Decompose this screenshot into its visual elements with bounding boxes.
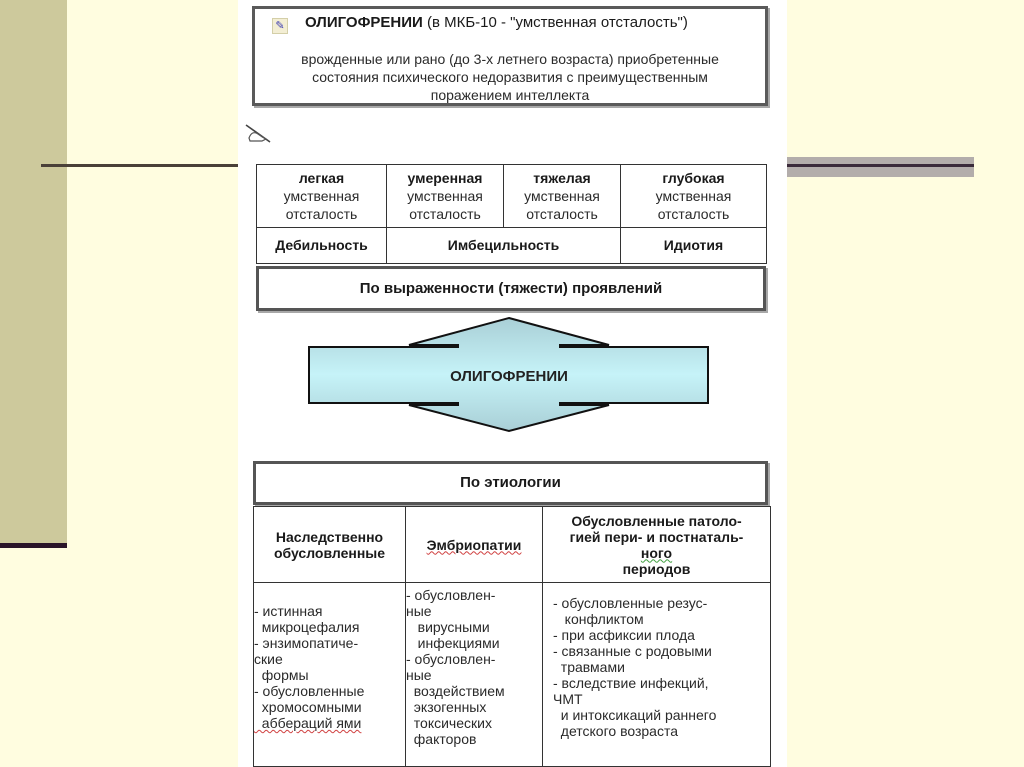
definition-title-bold: ОЛИГОФРЕНИИ <box>305 14 423 31</box>
classic-term-cell: Имбецильность <box>387 227 621 263</box>
list-item: вирусными <box>406 619 490 635</box>
classic-term-cell: Идиотия <box>621 227 767 263</box>
classic-term-cell: Дебильность <box>257 227 387 263</box>
etiology-classification-label: По этиологии <box>253 461 768 505</box>
etiology-list-hereditary <box>254 583 406 767</box>
decorative-side-band <box>0 0 67 545</box>
list-item: ные <box>406 603 432 619</box>
severity-degree-cell: легкая умственная отсталость <box>257 165 387 228</box>
severity-classification-label: По выраженности (тяжести) проявлений <box>256 266 766 311</box>
definition-text <box>255 50 765 104</box>
decorative-rule-left <box>41 164 238 167</box>
list-item: и интоксикаций раннего <box>553 707 717 723</box>
etiology-table <box>253 506 771 767</box>
decorative-rule-right <box>787 164 974 167</box>
pen-icon <box>244 122 272 144</box>
list-item: экзогенных <box>406 699 487 715</box>
list-item: ские <box>254 651 283 667</box>
list-item: воздействием <box>406 683 505 699</box>
double-arrow-shape <box>300 312 720 438</box>
definition-box <box>252 6 768 106</box>
list-item: - обусловленные резус- <box>553 595 708 611</box>
severity-degree-cell: тяжелая умственная отсталость <box>504 165 621 228</box>
etiology-header-perinatal: Обусловленные патоло- гией пери- и постнаталь- ного периодов <box>543 507 771 583</box>
list-item: - истинная <box>254 603 323 619</box>
list-item: ные <box>406 667 432 683</box>
list-item: хромосомными <box>254 699 362 715</box>
definition-line: поражением интеллекта <box>430 87 590 103</box>
list-item: факторов <box>406 731 477 747</box>
definition-line: состояния психического недоразвития с преимущественным <box>312 69 708 85</box>
note-icon: ✎ <box>272 18 288 34</box>
etiology-header-hereditary: Наследственно обусловленные <box>254 507 406 583</box>
etiology-list-embryopathy <box>406 583 543 767</box>
decorative-side-band-base <box>0 543 67 548</box>
list-item: - обусловлен- <box>406 587 496 603</box>
list-item: детского возраста <box>553 723 679 739</box>
list-item: инфекциями <box>406 635 500 651</box>
list-item: конфликтом <box>553 611 644 627</box>
list-item: формы <box>254 667 309 683</box>
severity-degree-cell: глубокая умственная отсталость <box>621 165 767 228</box>
severity-degree-cell: умеренная умственная отсталость <box>387 165 504 228</box>
definition-line: врожденные или рано (до 3-х летнего возраста) приобретенные <box>301 51 719 67</box>
list-item: - энзимопатиче- <box>254 635 359 651</box>
list-item: - при асфиксии плода <box>553 627 695 643</box>
center-label: ОЛИГОФРЕНИИ <box>450 368 568 385</box>
etiology-header-embryopathy: Эмбриопатии <box>406 507 543 583</box>
list-item: аббераций ями <box>254 715 362 731</box>
list-item: - обусловлен- <box>406 651 496 667</box>
list-item: травмами <box>553 659 625 675</box>
definition-title <box>305 14 688 31</box>
list-item: - обусловленные <box>254 683 365 699</box>
list-item: ЧМТ <box>553 691 583 707</box>
etiology-list-perinatal <box>543 583 771 767</box>
severity-table <box>256 164 767 264</box>
list-item: - вследствие инфекций, <box>553 675 709 691</box>
decorative-rule-right-shadow <box>787 157 974 177</box>
list-item: микроцефалия <box>254 619 360 635</box>
list-item: - связанные с родовыми <box>553 643 712 659</box>
definition-title-rest: (в МКБ-10 - "умственная отсталость") <box>422 14 688 31</box>
list-item: токсических <box>406 715 492 731</box>
